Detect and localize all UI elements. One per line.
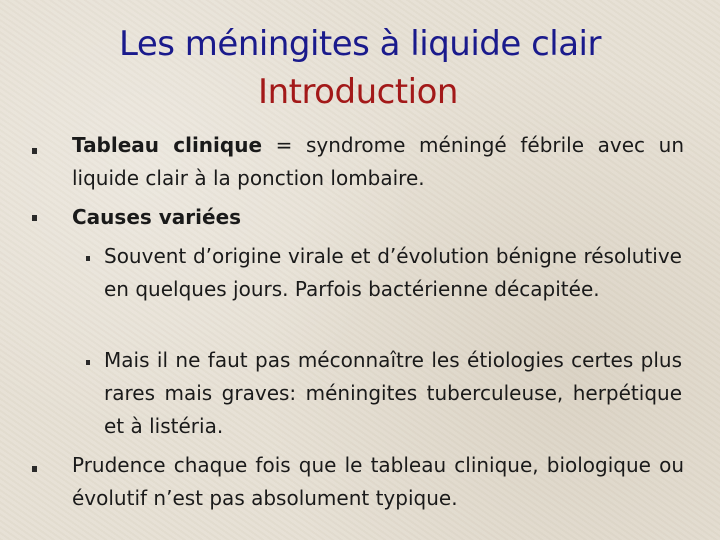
sub-bullet-marker-icon — [86, 360, 90, 365]
slide-title: Les méningites à liquide clair — [119, 24, 601, 64]
bullet-tableau-clinique — [72, 129, 684, 195]
bullet-text: Prudence chaque fois que le tableau clinique, biologique ou évolutif n’est pas absolument typique. — [72, 453, 684, 510]
bullet-prudence — [72, 449, 684, 515]
bullet-marker-icon — [32, 466, 37, 472]
bullet-text: = syndrome méningé fébrile avec un liquide clair à la ponction lombaire. — [72, 133, 684, 190]
sub-bullet-etiologies-graves — [104, 344, 682, 443]
bullet-text: Souvent d’origine virale et d’évolution bénigne résolutive en quelques jours. Parfois bactérienne décapitée. — [104, 244, 682, 301]
bullet-text: Mais il ne faut pas méconnaître les étiologies certes plus rares mais graves: méningites tuberculeuse, herpétique et à listéria. — [104, 348, 682, 438]
bullet-marker-icon — [32, 215, 37, 221]
bullet-term: Tableau clinique — [72, 133, 263, 157]
bullet-causes-variees — [72, 201, 684, 234]
slide-subtitle: Introduction — [258, 72, 458, 112]
sub-bullet-origine-virale — [104, 240, 682, 306]
bullet-term: Causes variées — [72, 205, 242, 229]
sub-bullet-marker-icon — [86, 256, 90, 261]
bullet-marker-icon — [32, 148, 37, 154]
